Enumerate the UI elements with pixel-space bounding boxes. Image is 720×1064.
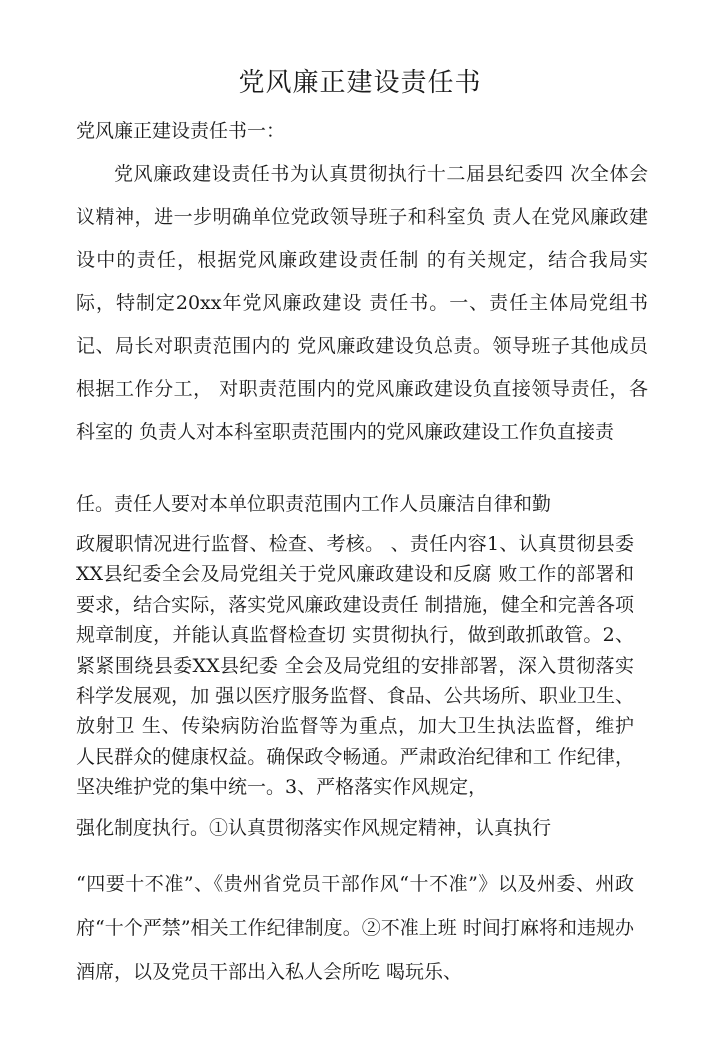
document-title: 党风廉正建设责任书 [238,68,482,98]
paragraph-responsibility-content: 政履职情况进行监督、检查、考核。 、责任内容1、认真贯彻县委XX县纪委全会及局党组关于党风廉政建设和反腐 败工作的部署和要求，结合实际，落实党风廉政建设责任 制措施，健全和完善各项规章制度，并能认真监督检查切 实贯彻执行，做到敢抓敢管。2、紧紧围绕县委XX县纪委 全会及局党组的安排部署，深入贯彻落实科学发展观，加 强以医疗服务监督、食品、公共场所、职业卫生、放射卫 生、传染病防治监督等为重点，加大卫生执法监督，维护 人民群众的健康权益。确保政令畅通。严肃政治纪律和工 作纪律，坚决维护党的集中统一。3、严格落实作风规定， [76,533,634,799]
paragraph-discipline-rules: “四要十不准”、《贵州省党员干部作风“十不准”》以及州委、州政府“十个严禁”相关工作纪律制度。②不准上班 时间打麻将和违规办酒席，以及党员干部出入私人会所吃 喝玩乐、 [76,873,634,983]
paragraph-responsibility-intro: 党风廉政建设责任书为认真贯彻执行十二届县纪委四 次全体会议精神，进一步明确单位党政领导班子和科室负 责人在党风廉政建设中的责任，根据党风廉政建设责任制 的有关规定，结合我局实际，特制定20xx年党风廉政建设 责任书。一、责任主体局党组书记、局长对职责范围内的 党风廉政建设负总责。领导班子其他成员根据工作分工， 对职责范围内的党风廉政建设负直接领导责任，各科室的 负责人对本科室职责范围内的党风廉政建设工作负直接责 [76,163,648,443]
paragraph-system-execution: 强化制度执行。①认真贯彻落实作风规定精神，认真执行 [76,817,552,839]
paragraph-responsibility-tail: 任。责任人要对本单位职责范围内工作人员廉洁自律和勤 [76,493,552,515]
document-subtitle: 党风廉正建设责任书一： [76,120,286,142]
